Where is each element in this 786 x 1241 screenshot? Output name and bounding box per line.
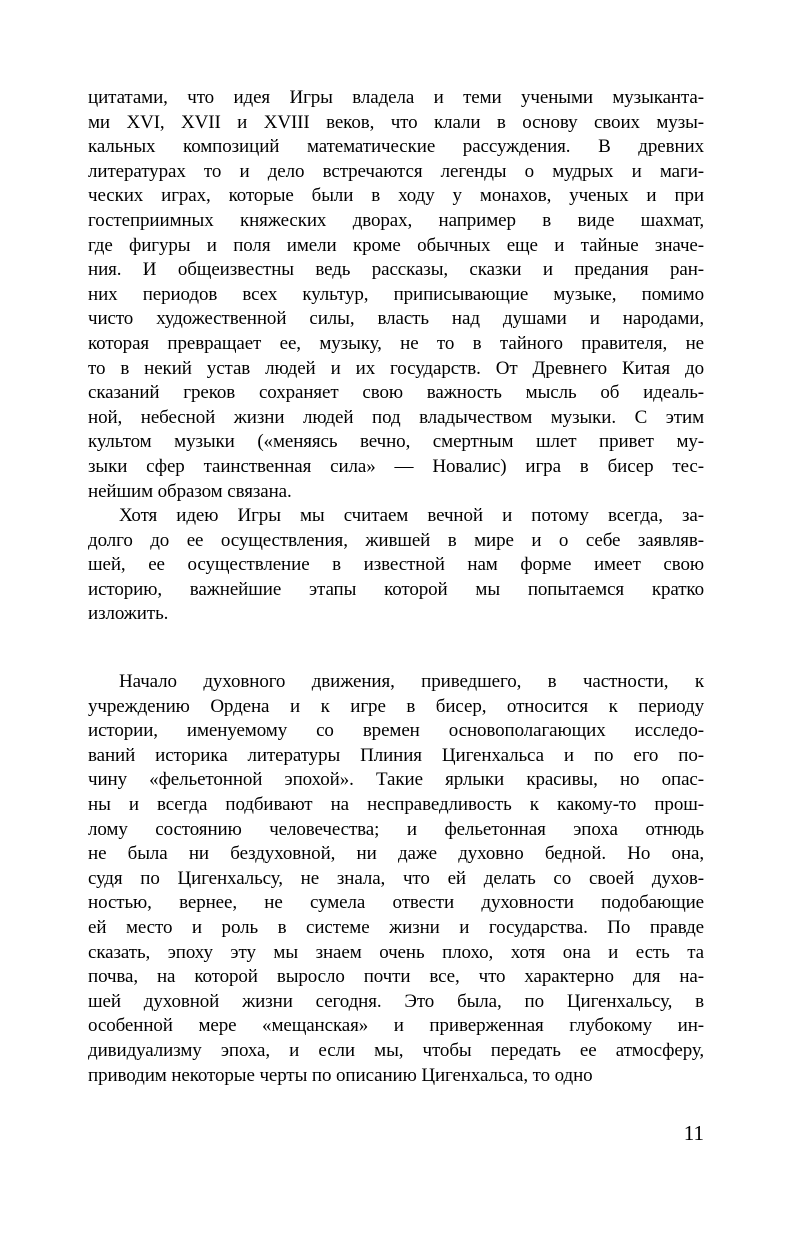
text-line: почва, на которой выросло почти все, что характерно для на-	[88, 966, 704, 988]
text-line: сказать, эпоху эту мы знаем очень плохо, хотя она и есть та	[88, 941, 704, 963]
text-line: дивидуализму эпоха, и если мы, чтобы передать ее атмосферу,	[88, 1039, 704, 1061]
text-line: ваний историка литературы Плиния Цигенхальса и по его по-	[88, 744, 704, 766]
page-text	[88, 86, 704, 1088]
text-line: нейшим образом связана.	[88, 480, 292, 502]
text-line: особенной мере «мещанская» и приверженная глубокому ин-	[88, 1015, 704, 1037]
text-line: чину «фельетонной эпохой». Такие ярлыки красивы, но опас-	[88, 769, 704, 791]
text-line: ностью, вернее, не сумела отвести духовности подобающие	[88, 892, 704, 914]
text-line: шей, ее осуществление в известной нам форме имеет свою	[88, 554, 704, 576]
text-line: долго до ее осуществления, жившей в мире и о себе заявляв-	[88, 529, 704, 551]
paragraph	[88, 670, 704, 1088]
text-line: чисто художественной силы, власть над душами и народами,	[88, 308, 704, 330]
text-line: цитатами, что идея Игры владела и теми учеными музыканта-	[88, 87, 704, 108]
text-line: историю, важнейшие этапы которой мы попытаемся кратко	[88, 578, 704, 600]
text-line: лому состоянию человечества; и фельетонная эпоха отнюдь	[88, 818, 704, 840]
text-line: приводим некоторые черты по описанию Цигенхальса, то одно	[88, 1064, 593, 1086]
text-line: шей духовной жизни сегодня. Это была, по Цигенхальсу, в	[88, 990, 704, 1012]
text-line: сказаний греков сохраняет свою важность мысль об идеаль-	[88, 382, 704, 404]
text-line: ческих играх, которые были в ходу у монахов, ученых и при	[88, 185, 704, 207]
text-line: ной, небесной жизни людей под владычеством музыки. С этим	[88, 406, 704, 428]
paragraph	[88, 504, 704, 627]
text-line: истории, именуемому со времен основополагающих исследо-	[88, 720, 704, 742]
text-line: ния. И общеизвестны ведь рассказы, сказки и предания ран-	[88, 259, 704, 281]
text-line: ми XVI, XVII и XVIII веков, что клали в основу своих музы-	[88, 111, 704, 133]
text-line: то в некий устав людей и их государств. От Древнего Китая до	[88, 357, 704, 379]
paragraph	[88, 86, 704, 504]
text-line: них периодов всех культур, приписывающие музыке, помимо	[88, 283, 704, 305]
text-line: кальных композиций математические рассуждения. В древних	[88, 136, 704, 158]
text-line: учреждению Ордена и к игре в бисер, относится к периоду	[88, 695, 704, 717]
text-line: Начало духовного движения, приведшего, в частности, к	[119, 671, 704, 693]
text-line: зыки сфер таинственная сила» — Новалис) игра в бисер тес-	[88, 455, 704, 477]
text-line: литературах то и дело встречаются легенды о мудрых и маги-	[88, 160, 704, 182]
text-line: судя по Цигенхальсу, не знала, что ей делать со своей духов-	[88, 867, 704, 889]
text-line: ны и всегда подбивают на несправедливость к какому-то прош-	[88, 794, 704, 816]
text-line: изложить.	[88, 603, 169, 625]
text-line: Хотя идею Игры мы считаем вечной и потому всегда, за-	[119, 505, 704, 527]
text-line: гостеприимных княжеских дворах, например в виде шахмат,	[88, 209, 704, 231]
text-line: культом музыки («меняясь вечно, смертным шлет привет му-	[88, 431, 704, 453]
text-line: не была ни бездуховной, ни даже духовно бедной. Но она,	[88, 843, 704, 865]
text-line: которая превращает ее, музыку, не то в тайного правителя, не	[88, 332, 704, 354]
text-line: ей место и роль в системе жизни и государства. По правде	[88, 917, 704, 938]
text-line: где фигуры и поля имели кроме обычных еще и тайные значе-	[88, 234, 704, 256]
page-number: 11	[683, 1121, 704, 1145]
